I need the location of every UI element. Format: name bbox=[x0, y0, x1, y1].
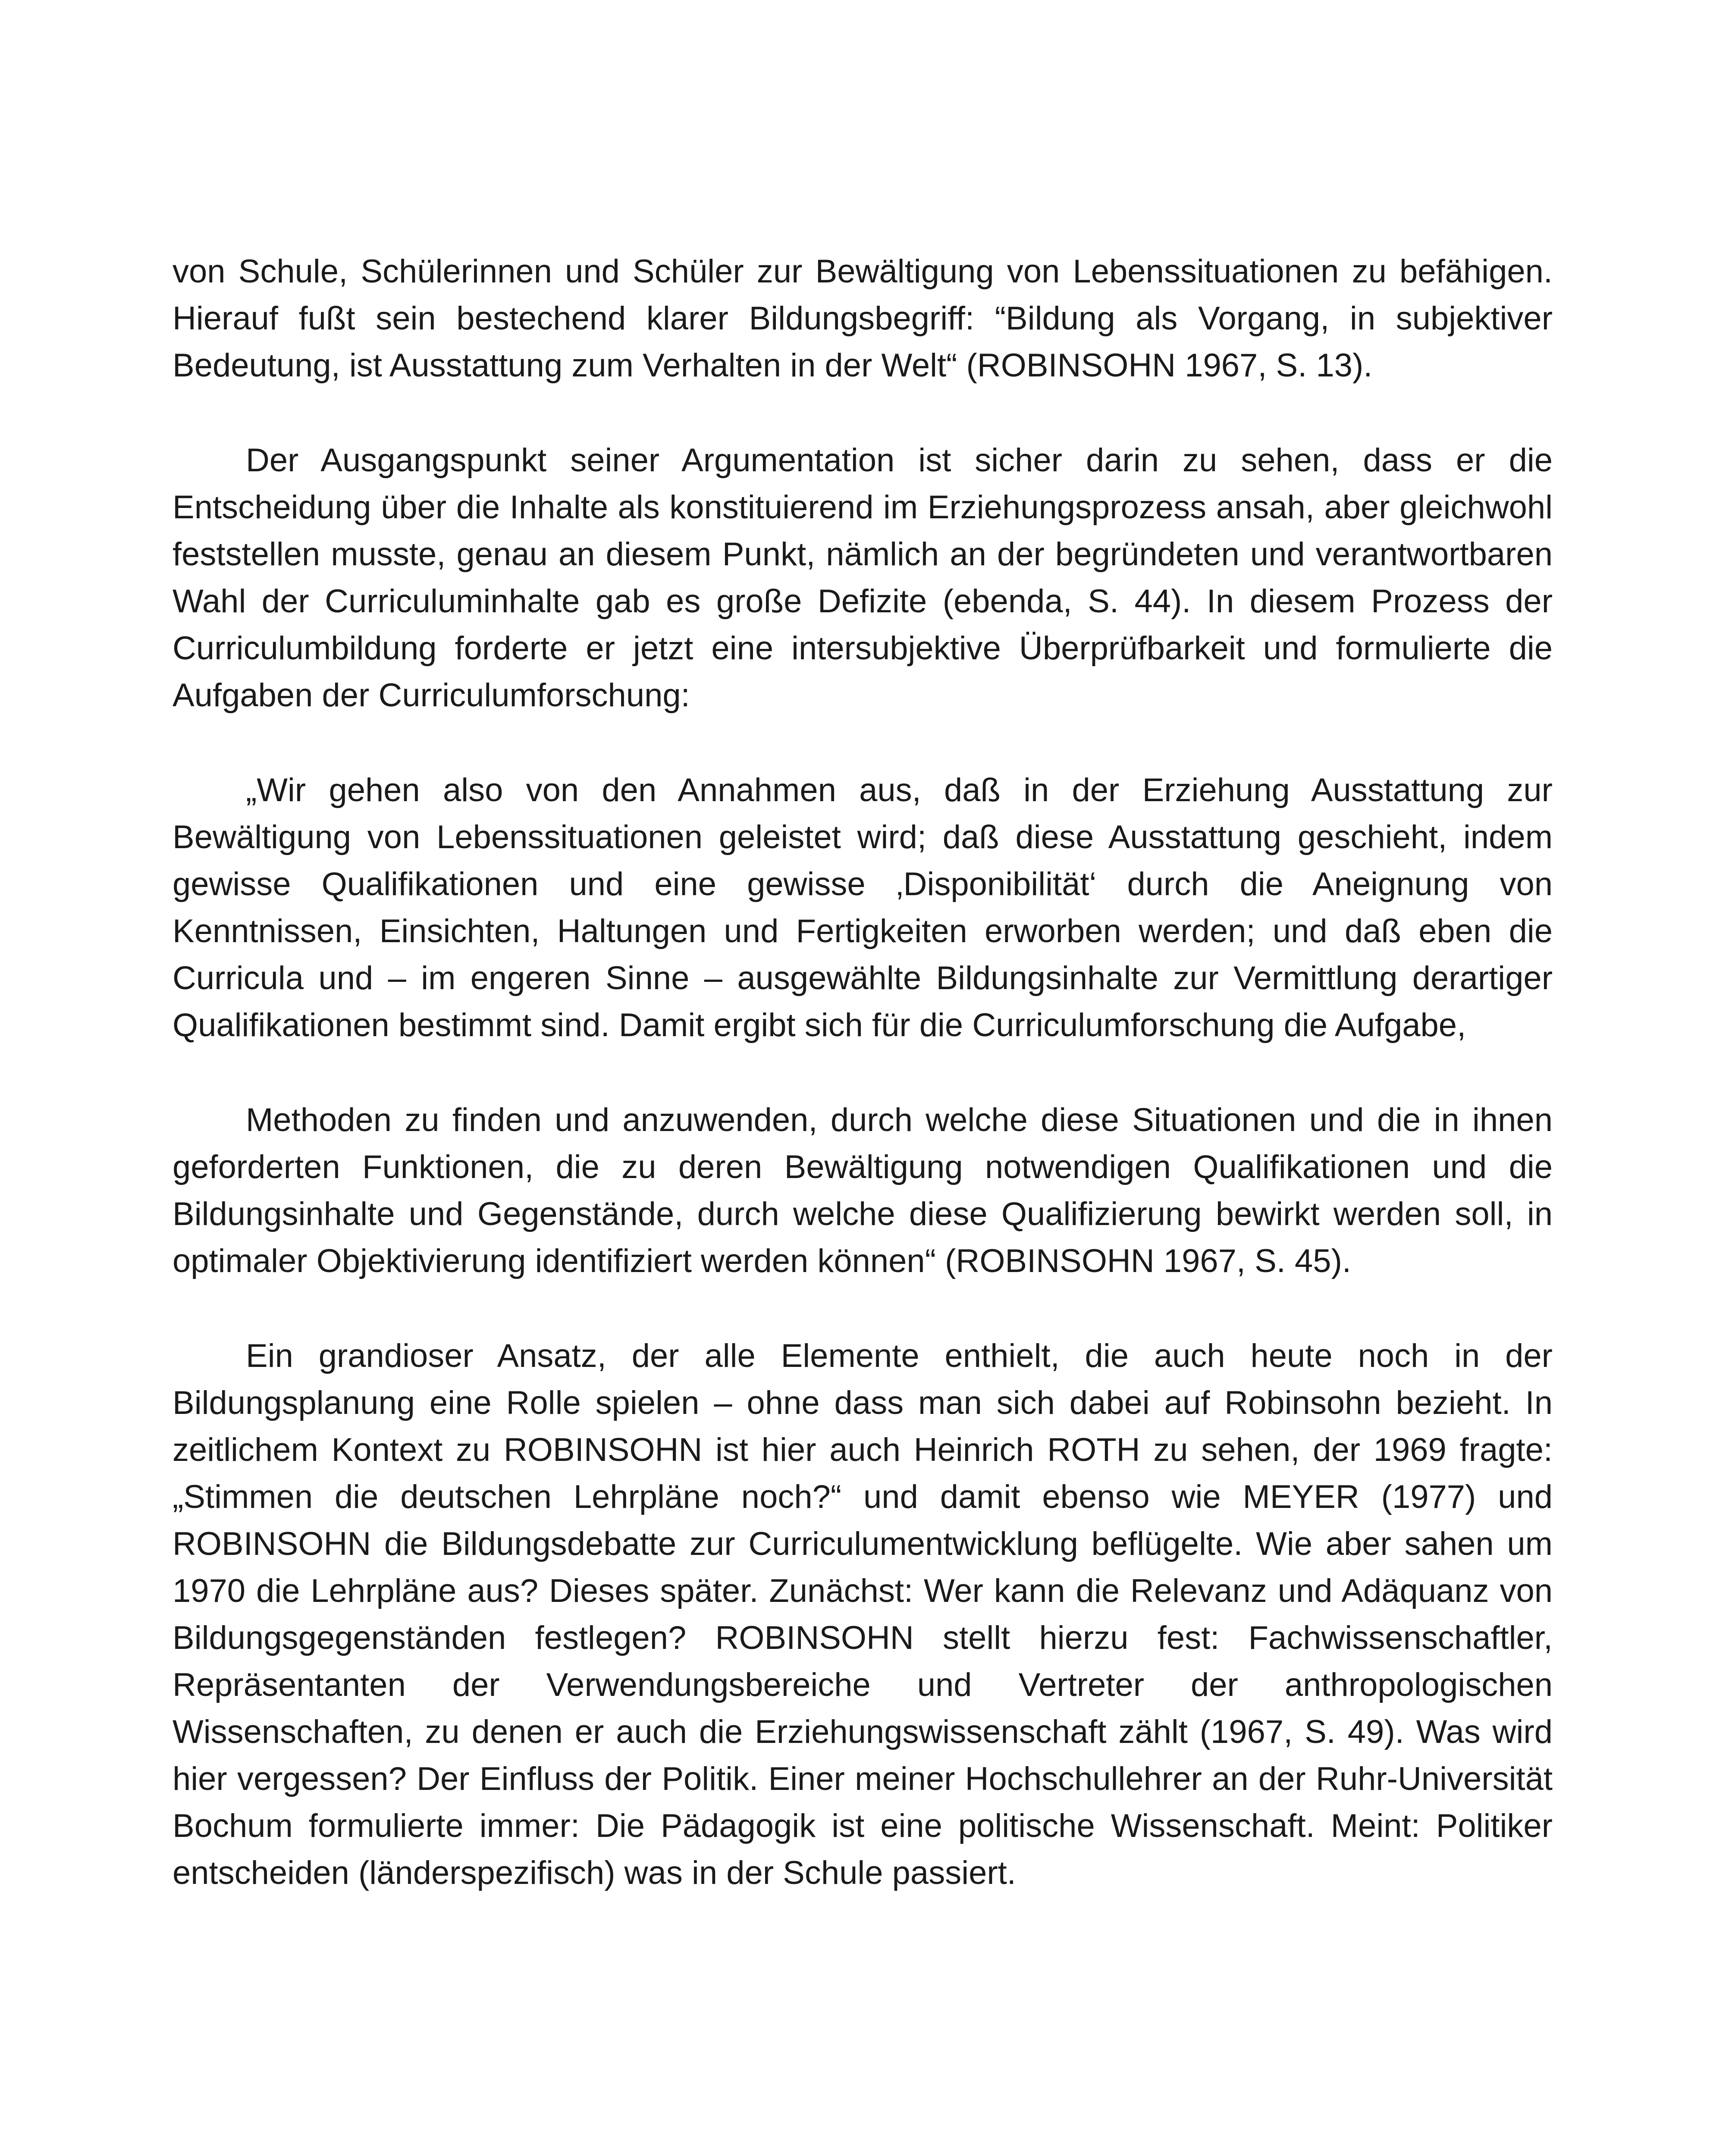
body-text bbox=[173, 248, 1553, 1944]
quote-paragraph-2: Methoden zu finden und anzuwenden, durch welche diese Situationen und die in ihnen geforderten Funktionen, die zu deren Bewältigung notwendigen Qualifikationen und die Bildungsinhalte und Gegenstände, durch welche diese Qualifizierung bewirkt werden soll, in optimaler Objektivierung identifiziert werden können“ (ROBINSOHN 1967, S. 45). bbox=[173, 1102, 1553, 1279]
quote-paragraph-1: „Wir gehen also von den Annahmen aus, daß in der Erziehung Ausstattung zur Bewältigung von Lebenssituationen geleistet wird; daß diese Ausstattung geschieht, indem gewisse Qualifikationen und eine gewisse ‚Disponibilität‘ durch die Aneignung von Kenntnissen, Einsichten, Haltungen und Fertigkeiten erworben werden; und daß eben die Curricula und – im engeren Sinne – ausgewählte Bildungsinhalte zur Vermittlung derartiger Qualifikationen bestimmt sind. Damit ergibt sich für die Curriculumforschung die Aufgabe, bbox=[173, 772, 1553, 1044]
paragraph-1: von Schule, Schülerinnen und Schüler zur Bewältigung von Lebenssituationen zu befähigen. Hierauf fußt sein bestechend klarer Bildungsbegriff: “Bildung als Vorgang, in subjektiver Bedeutung, ist Ausstattung zum Verhalten in der Welt“ (ROBINSOHN 1967, S. 13). bbox=[173, 253, 1553, 384]
paragraph-5: Ein grandioser Ansatz, der alle Elemente enthielt, die auch heute noch in der Bildungsplanung eine Rolle spielen – ohne dass man sich dabei auf Robinsohn bezieht. In zeitlichem Kontext zu ROBINSOHN ist hier auch Heinrich ROTH zu sehen, der 1969 fragte: „Stimmen die deutschen Lehrpläne noch?“ und damit ebenso wie MEYER (1977) und ROBINSOHN die Bildungsdebatte zur Curriculumentwicklung beflügelte. Wie aber sahen um 1970 die Lehrpläne aus? Dieses später. Zunächst: Wer kann die Relevanz und Adäquanz von Bildungsgegenständen festlegen? ROBINSOHN stellt hierzu fest: Fachwissenschaftler, Repräsentanten der Verwendungsbereiche und Vertreter der anthropologischen Wissenschaften, zu denen er auch die Erziehungswissenschaft zählt (1967, S. 49). Was wird hier vergessen? Der Einfluss der Politik. Einer meiner Hochschullehrer an der Ruhr-Universität Bochum formulierte immer: Die Pädagogik ist eine politische Wissenschaft. Meint: Politiker entscheiden (länderspezifisch) was in der Schule passiert. bbox=[173, 1338, 1553, 1891]
paragraph-2: Der Ausgangspunkt seiner Argumentation ist sicher darin zu sehen, dass er die Entscheidung über die Inhalte als konstituierend im Erziehungsprozess ansah, aber gleichwohl feststellen musste, genau an diesem Punkt, nämlich an der begründeten und verantwortbaren Wahl der Curriculuminhalte gab es große Defizite (ebenda, S. 44). In diesem Prozess der Curriculumbildung forderte er jetzt eine intersubjektive Überprüfbarkeit und formulierte die Aufgaben der Curriculumforschung: bbox=[173, 442, 1553, 714]
